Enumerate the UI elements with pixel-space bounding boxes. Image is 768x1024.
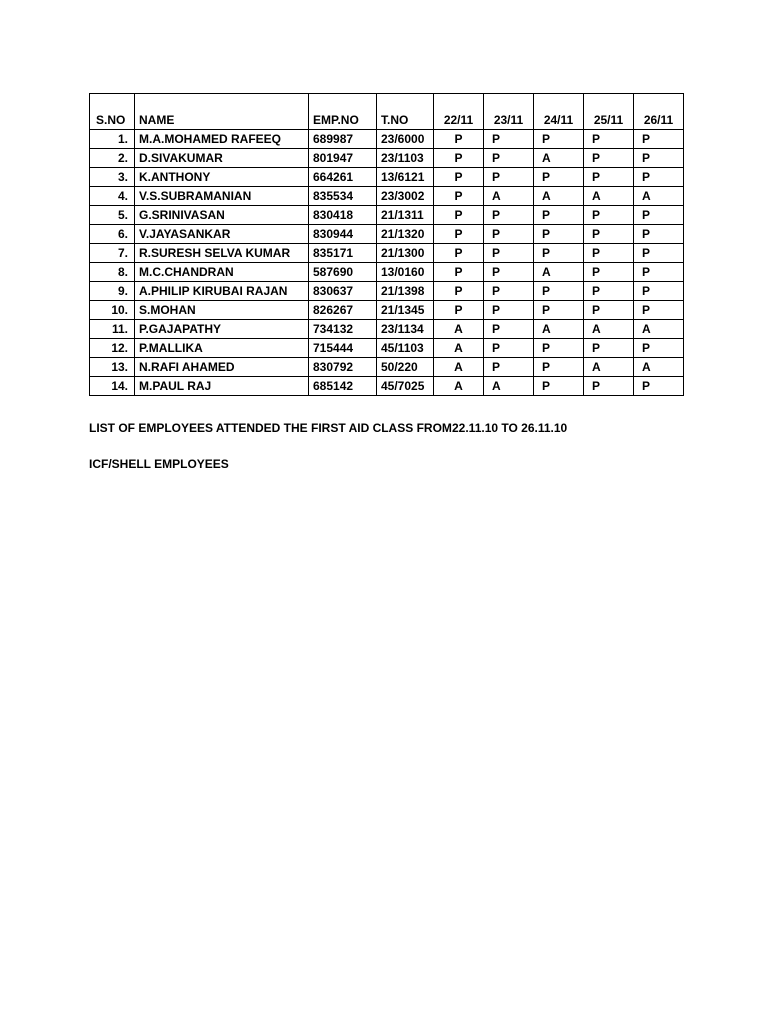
attendance-cell-4: A <box>584 320 634 339</box>
sno-cell: 11. <box>90 320 135 339</box>
name-cell: M.PAUL RAJ <box>135 377 309 396</box>
emp-no-cell: 715444 <box>309 339 377 358</box>
name-cell: M.C.CHANDRAN <box>135 263 309 282</box>
attendance-cell-2: P <box>484 301 534 320</box>
attendance-cell-2: P <box>484 244 534 263</box>
attendance-cell-4: P <box>584 377 634 396</box>
sno-cell: 4. <box>90 187 135 206</box>
table-row <box>90 187 684 206</box>
attendance-cell-4: P <box>584 339 634 358</box>
table-row <box>90 301 684 320</box>
attendance-cell-1: P <box>434 168 484 187</box>
sno-header: S.NO <box>90 94 135 130</box>
table-row <box>90 320 684 339</box>
attendance-cell-3: A <box>534 187 584 206</box>
t-no-cell: 21/1345 <box>377 301 434 320</box>
emp-no-cell: 664261 <box>309 168 377 187</box>
table-row <box>90 358 684 377</box>
name-cell: V.S.SUBRAMANIAN <box>135 187 309 206</box>
t-no-cell: 45/1103 <box>377 339 434 358</box>
attendance-cell-5: P <box>634 263 684 282</box>
t-no-cell: 21/1398 <box>377 282 434 301</box>
attendance-cell-1: P <box>434 130 484 149</box>
t-no-cell: 21/1320 <box>377 225 434 244</box>
attendance-cell-5: P <box>634 149 684 168</box>
attendance-cell-4: P <box>584 130 634 149</box>
attendance-cell-5: P <box>634 244 684 263</box>
attendance-cell-3: A <box>534 263 584 282</box>
attendance-cell-1: P <box>434 244 484 263</box>
table-row <box>90 168 684 187</box>
date-header-1: 22/11 <box>434 94 484 130</box>
attendance-cell-5: P <box>634 225 684 244</box>
date-header-5: 26/11 <box>634 94 684 130</box>
date-header-3: 24/11 <box>534 94 584 130</box>
list-caption <box>89 421 568 435</box>
emp-no-cell: 830637 <box>309 282 377 301</box>
attendance-cell-1: A <box>434 377 484 396</box>
emp-no-cell: 587690 <box>309 263 377 282</box>
sno-cell: 13. <box>90 358 135 377</box>
attendance-cell-5: P <box>634 130 684 149</box>
t-no-cell: 23/6000 <box>377 130 434 149</box>
t-no-cell: 13/0160 <box>377 263 434 282</box>
t-no-cell: 45/7025 <box>377 377 434 396</box>
emp-no-cell: 734132 <box>309 320 377 339</box>
attendance-cell-4: P <box>584 301 634 320</box>
sno-cell: 14. <box>90 377 135 396</box>
t-no-cell: 23/1134 <box>377 320 434 339</box>
emp-no-cell: 685142 <box>309 377 377 396</box>
attendance-cell-2: P <box>484 130 534 149</box>
attendance-cell-2: P <box>484 282 534 301</box>
name-header: NAME <box>135 94 309 130</box>
attendance-cell-4: P <box>584 206 634 225</box>
sno-cell: 2. <box>90 149 135 168</box>
table-body <box>90 130 684 396</box>
attendance-cell-1: A <box>434 358 484 377</box>
name-cell: S.MOHAN <box>135 301 309 320</box>
attendance-cell-5: P <box>634 282 684 301</box>
table-row <box>90 225 684 244</box>
emp-no-cell: 830792 <box>309 358 377 377</box>
attendance-cell-3: A <box>534 320 584 339</box>
attendance-cell-3: P <box>534 301 584 320</box>
table-header <box>90 94 684 130</box>
t-no-cell: 13/6121 <box>377 168 434 187</box>
attendance-cell-4: P <box>584 225 634 244</box>
sno-cell: 10. <box>90 301 135 320</box>
employee-group-label: ICF/SHELL EMPLOYEES <box>89 457 229 471</box>
sno-cell: 6. <box>90 225 135 244</box>
t-no-cell: 23/3002 <box>377 187 434 206</box>
name-cell: A.PHILIP KIRUBAI RAJAN <box>135 282 309 301</box>
attendance-cell-1: P <box>434 225 484 244</box>
date-range-text: 22.11.10 TO 26.11.10 <box>452 421 568 435</box>
t-no-cell: 21/1311 <box>377 206 434 225</box>
t-no-cell: 21/1300 <box>377 244 434 263</box>
sno-cell: 3. <box>90 168 135 187</box>
attendance-cell-3: P <box>534 168 584 187</box>
attendance-cell-1: P <box>434 149 484 168</box>
attendance-cell-5: P <box>634 339 684 358</box>
attendance-cell-3: P <box>534 244 584 263</box>
attendance-cell-2: P <box>484 320 534 339</box>
attendance-cell-2: P <box>484 339 534 358</box>
attendance-cell-2: P <box>484 168 534 187</box>
table-row <box>90 206 684 225</box>
date-header-4: 25/11 <box>584 94 634 130</box>
name-cell: P.GAJAPATHY <box>135 320 309 339</box>
table-row <box>90 244 684 263</box>
attendance-cell-2: P <box>484 206 534 225</box>
table-row <box>90 282 684 301</box>
attendance-cell-4: P <box>584 282 634 301</box>
attendance-cell-5: A <box>634 320 684 339</box>
name-cell: R.SURESH SELVA KUMAR <box>135 244 309 263</box>
name-cell: K.ANTHONY <box>135 168 309 187</box>
attendance-cell-2: A <box>484 377 534 396</box>
table-row <box>90 130 684 149</box>
attendance-cell-3: P <box>534 225 584 244</box>
table-row <box>90 377 684 396</box>
attendance-cell-5: A <box>634 187 684 206</box>
attendance-cell-1: P <box>434 282 484 301</box>
attendance-cell-2: A <box>484 187 534 206</box>
attendance-cell-3: P <box>534 377 584 396</box>
table-row <box>90 263 684 282</box>
attendance-cell-5: P <box>634 377 684 396</box>
sno-cell: 5. <box>90 206 135 225</box>
sno-cell: 1. <box>90 130 135 149</box>
sno-cell: 7. <box>90 244 135 263</box>
attendance-cell-2: P <box>484 358 534 377</box>
attendance-cell-1: P <box>434 206 484 225</box>
sno-cell: 12. <box>90 339 135 358</box>
table-row <box>90 339 684 358</box>
list-title-text: LIST OF EMPLOYEES ATTENDED THE FIRST AID CLASS FROM <box>89 421 452 435</box>
attendance-cell-4: P <box>584 149 634 168</box>
attendance-cell-3: A <box>534 149 584 168</box>
attendance-cell-5: P <box>634 206 684 225</box>
attendance-cell-4: A <box>584 358 634 377</box>
attendance-cell-1: P <box>434 263 484 282</box>
attendance-cell-3: P <box>534 282 584 301</box>
attendance-cell-1: A <box>434 320 484 339</box>
emp-no-cell: 830944 <box>309 225 377 244</box>
attendance-cell-3: P <box>534 339 584 358</box>
name-cell: G.SRINIVASAN <box>135 206 309 225</box>
t-no-cell: 50/220 <box>377 358 434 377</box>
attendance-cell-5: P <box>634 168 684 187</box>
attendance-cell-3: P <box>534 130 584 149</box>
attendance-cell-2: P <box>484 149 534 168</box>
emp-no-cell: 826267 <box>309 301 377 320</box>
attendance-table <box>89 93 684 396</box>
emp-no-cell: 801947 <box>309 149 377 168</box>
attendance-cell-4: P <box>584 168 634 187</box>
emp-no-header: EMP.NO <box>309 94 377 130</box>
name-cell: N.RAFI AHAMED <box>135 358 309 377</box>
attendance-cell-3: P <box>534 206 584 225</box>
emp-no-cell: 835171 <box>309 244 377 263</box>
attendance-cell-4: P <box>584 244 634 263</box>
emp-no-cell: 689987 <box>309 130 377 149</box>
attendance-cell-1: P <box>434 187 484 206</box>
sno-cell: 9. <box>90 282 135 301</box>
name-cell: P.MALLIKA <box>135 339 309 358</box>
attendance-cell-4: P <box>584 263 634 282</box>
attendance-cell-1: P <box>434 301 484 320</box>
table-row <box>90 149 684 168</box>
attendance-cell-3: P <box>534 358 584 377</box>
emp-no-cell: 830418 <box>309 206 377 225</box>
header-row <box>90 94 684 130</box>
t-no-header: T.NO <box>377 94 434 130</box>
attendance-cell-2: P <box>484 225 534 244</box>
sno-cell: 8. <box>90 263 135 282</box>
date-header-2: 23/11 <box>484 94 534 130</box>
name-cell: V.JAYASANKAR <box>135 225 309 244</box>
name-cell: M.A.MOHAMED RAFEEQ <box>135 130 309 149</box>
t-no-cell: 23/1103 <box>377 149 434 168</box>
emp-no-cell: 835534 <box>309 187 377 206</box>
attendance-cell-2: P <box>484 263 534 282</box>
attendance-cell-1: A <box>434 339 484 358</box>
attendance-cell-5: A <box>634 358 684 377</box>
name-cell: D.SIVAKUMAR <box>135 149 309 168</box>
attendance-cell-5: P <box>634 301 684 320</box>
attendance-cell-4: A <box>584 187 634 206</box>
